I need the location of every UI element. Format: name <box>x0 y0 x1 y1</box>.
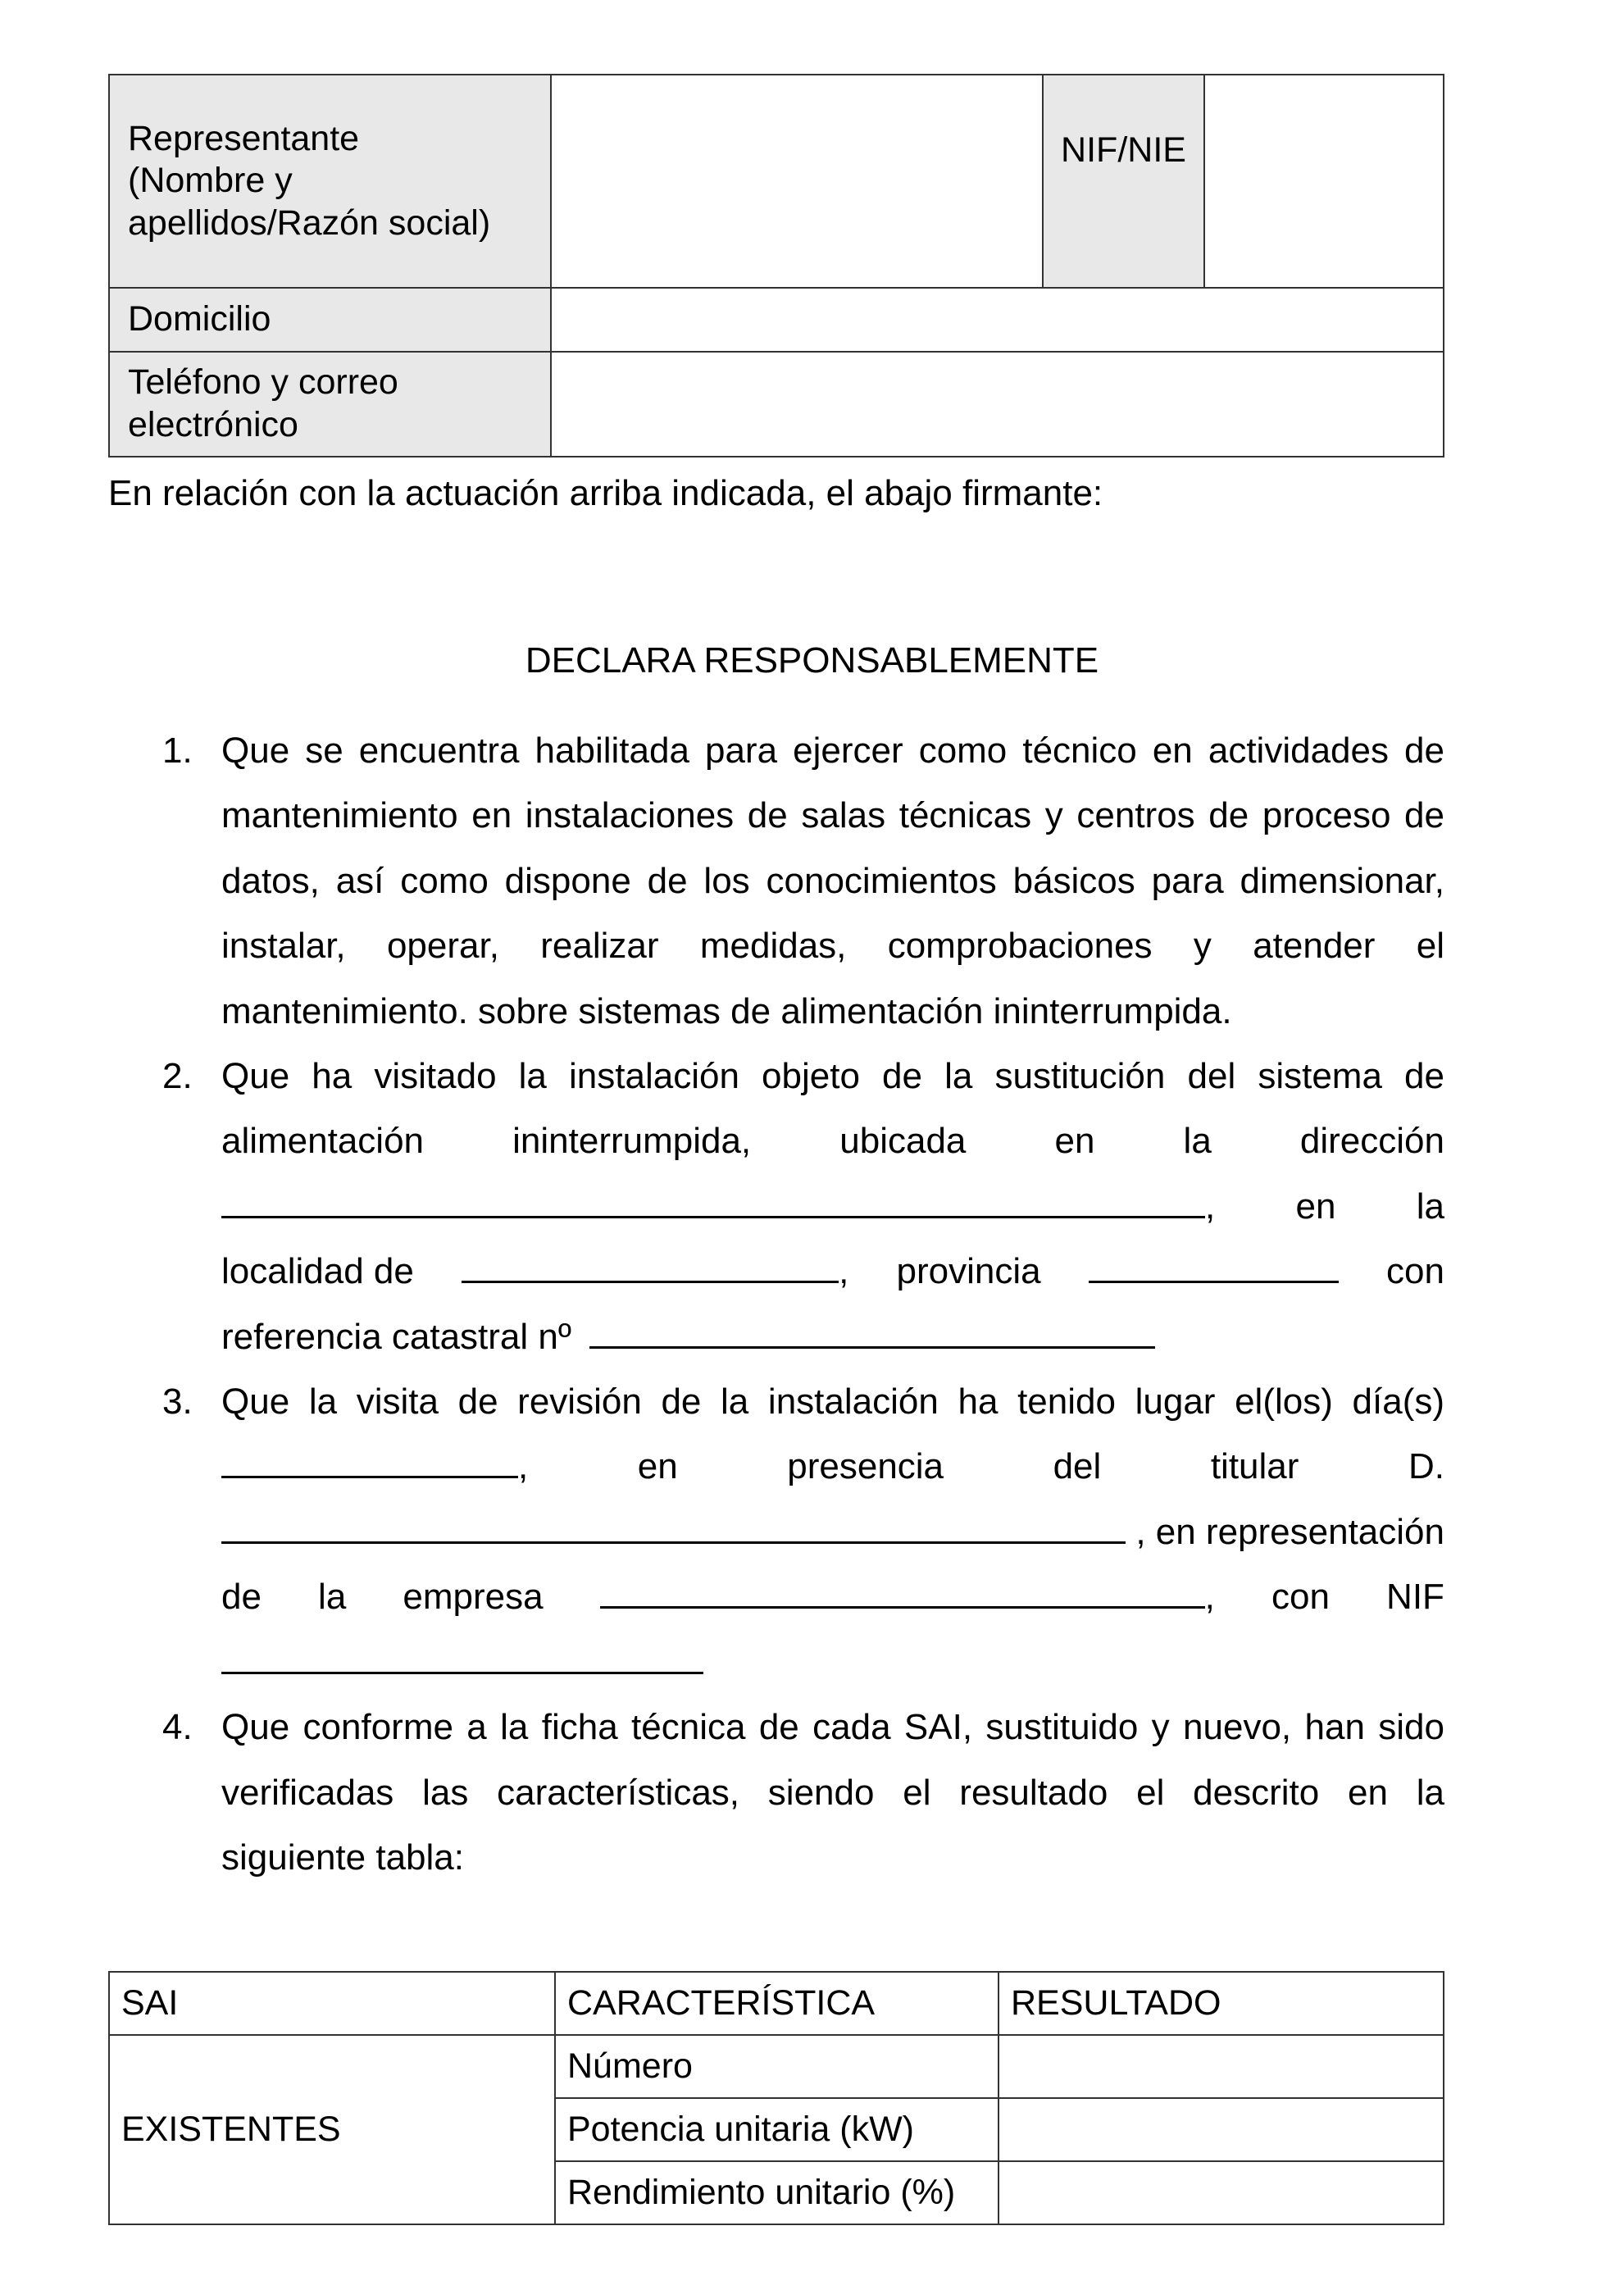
list-item-1: 1. Que se encuentra habilitada para ejercer como técnico en actividades de mantenimiento en instalaciones de salas técnicas y centros de proceso de datos, así como dispone de los conocimientos básicos para dimensionar, instalar, operar, realizar medidas, comprobaciones y atender el mantenimiento. sobre sistemas de alimentación ininterrumpida. <box>108 718 1444 1044</box>
declaration-heading: DECLARA RESPONSABLEMENTE <box>525 640 1099 681</box>
resultado-field[interactable] <box>999 2098 1444 2161</box>
caracteristica-cell: Rendimiento unitario (%) <box>555 2161 999 2224</box>
telefono-label: Teléfono y correo electrónico <box>109 352 551 457</box>
intro-text: En relación con la actuación arriba indicada, el abajo firmante: <box>108 473 1103 513</box>
declaration-list <box>108 718 1444 1890</box>
telefono-row <box>109 352 1444 457</box>
column-header-caracteristica: CARACTERÍSTICA <box>555 1972 999 2035</box>
referencia-catastral-blank[interactable] <box>589 1307 1155 1349</box>
representative-table <box>108 74 1444 457</box>
telefono-value-field[interactable] <box>551 352 1444 457</box>
domicilio-row <box>109 288 1444 352</box>
caracteristica-cell: Potencia unitaria (kW) <box>555 2098 999 2161</box>
column-header-sai: SAI <box>109 1972 555 2035</box>
list-item-4: 4. Que conforme a la ficha técnica de cada SAI, sustituido y nuevo, han sido verificadas las características, siendo el resultado el descrito en la siguiente tabla: <box>108 1695 1444 1890</box>
representante-row <box>109 75 1444 288</box>
table-header-row <box>109 1972 1444 2035</box>
nif-label: NIF/NIE <box>1043 75 1204 288</box>
caracteristica-cell: Número <box>555 2035 999 2098</box>
empresa-blank[interactable] <box>600 1567 1205 1609</box>
resultado-field[interactable] <box>999 2161 1444 2224</box>
item-number: 2. <box>162 1056 193 1097</box>
titular-blank[interactable] <box>221 1502 1126 1544</box>
representante-value-field[interactable] <box>551 75 1043 288</box>
column-header-resultado: RESULTADO <box>999 1972 1444 2035</box>
list-item-2: 2. Que ha visitado la instalación objeto de la sustitución del sistema de alimentación ininterrumpida, ubicada en la dirección , en la localidad de , provincia con referencia catastral nº <box>108 1044 1444 1369</box>
provincia-blank[interactable] <box>1089 1241 1339 1283</box>
sai-table <box>108 1971 1444 2225</box>
representante-label: Representante (Nombre y apellidos/Razón social) <box>109 75 551 288</box>
resultado-field[interactable] <box>999 2035 1444 2098</box>
item-number: 3. <box>162 1382 193 1422</box>
item-number: 4. <box>162 1707 193 1748</box>
domicilio-value-field[interactable] <box>551 288 1444 352</box>
item-number: 1. <box>162 731 193 771</box>
existentes-group-label: EXISTENTES <box>109 2035 555 2224</box>
nif-value-field[interactable] <box>1204 75 1444 288</box>
nif-empresa-blank[interactable] <box>221 1632 703 1674</box>
list-item-3: 3. Que la visita de revisión de la instalación ha tenido lugar el(los) día(s) , en presencia del titular D. , en representación de la empresa , con NIF <box>108 1369 1444 1695</box>
localidad-blank[interactable] <box>462 1241 839 1283</box>
fecha-visita-blank[interactable] <box>221 1436 518 1478</box>
domicilio-label: Domicilio <box>109 288 551 352</box>
table-row <box>109 2035 1444 2098</box>
direccion-blank[interactable] <box>221 1177 1205 1218</box>
